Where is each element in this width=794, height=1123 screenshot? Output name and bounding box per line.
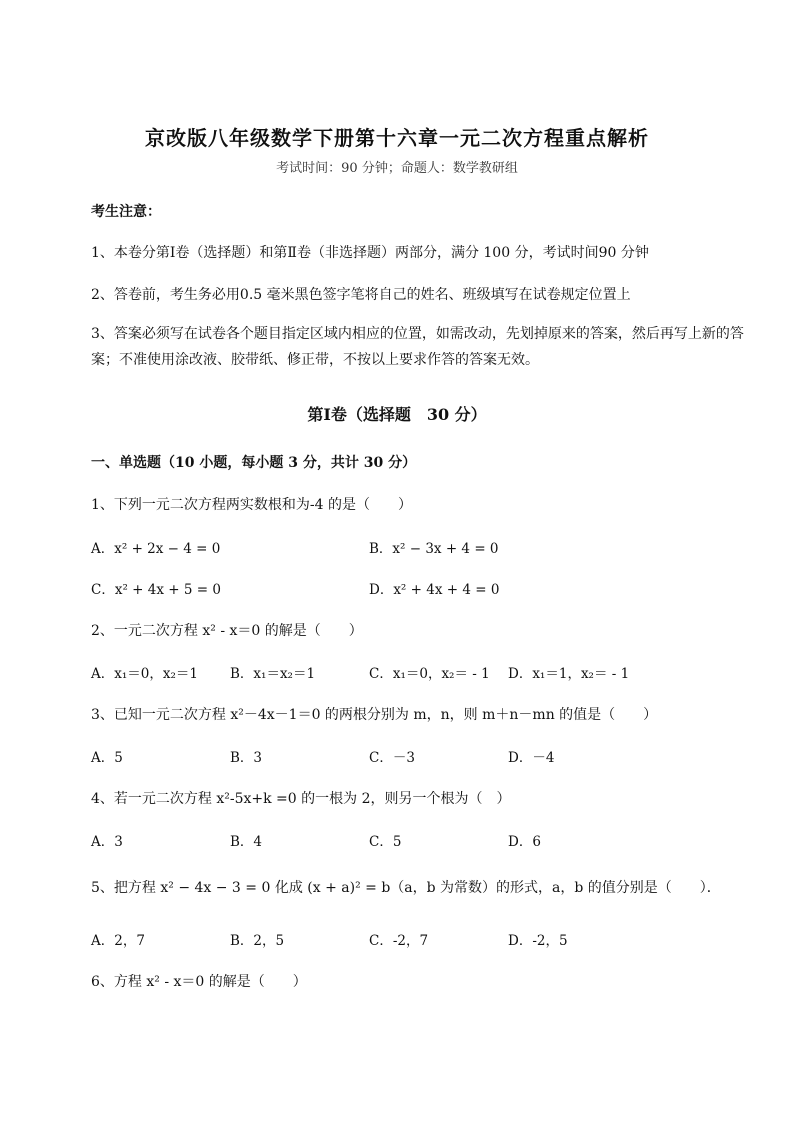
option-d: D．x₁＝1，x₂＝ - 1 bbox=[508, 666, 630, 682]
option-b: B．2，5 bbox=[230, 933, 285, 949]
option-d: D．－4 bbox=[508, 750, 555, 766]
notice-item: 3、答案必须写在试卷各个题目指定区域内相应的位置，如需改动，先划掉原来的答案，然后再写上新的答案；不准使用涂改液、胶带纸、修正带，不按以上要求作答的答案无效。 bbox=[91, 326, 744, 368]
option-c: C．5 bbox=[369, 834, 402, 850]
section-title: 第Ⅰ卷（选择题 30 分） bbox=[307, 405, 487, 424]
question-stem: 5、把方程 x² − 4x − 3 = 0 化成 (x + a)² = b（a，b 为常数）的形式，a，b 的值分别是（ ）． bbox=[91, 880, 721, 896]
page-subtitle: 考试时间：90 分钟；命题人：数学教研组 bbox=[276, 161, 518, 176]
option-b: B．4 bbox=[230, 834, 263, 850]
option-a: A．x² + 2x − 4 = 0 bbox=[91, 541, 221, 557]
notice-heading: 考生注意： bbox=[91, 204, 161, 220]
notice-item: 2、答卷前，考生务必用0.5 毫米黑色签字笔将自己的姓名、班级填写在试卷规定位置上 bbox=[91, 287, 631, 303]
option-a: A．3 bbox=[91, 834, 123, 850]
question-stem: 3、已知一元二次方程 x²－4x－1＝0 的两根分别为 m，n，则 m＋n－mn 的值是（ ） bbox=[91, 707, 658, 723]
option-a: A．2，7 bbox=[91, 933, 145, 949]
option-c: C．x₁＝0，x₂＝ - 1 bbox=[369, 666, 490, 682]
notice-item: 1、本卷分第Ⅰ卷（选择题）和第Ⅱ卷（非选择题）两部分，满分 100 分，考试时间90 分钟 bbox=[91, 245, 649, 261]
option-d: D．-2，5 bbox=[508, 933, 568, 949]
option-b: B．3 bbox=[230, 750, 263, 766]
option-a: A．x₁＝0，x₂＝1 bbox=[91, 666, 198, 682]
option-b: B．x₁＝x₂＝1 bbox=[230, 666, 316, 682]
option-c: C．x² + 4x + 5 = 0 bbox=[91, 582, 221, 598]
option-c: C．-2，7 bbox=[369, 933, 429, 949]
question-stem: 2、一元二次方程 x² - x＝0 的解是（ ） bbox=[91, 623, 363, 639]
option-c: C．－3 bbox=[369, 750, 415, 766]
question-stem: 4、若一元二次方程 x²-5x+k =0 的一根为 2，则另一个根为（ ） bbox=[91, 791, 511, 807]
option-d: D．6 bbox=[508, 834, 541, 850]
option-d: D．x² + 4x + 4 = 0 bbox=[369, 582, 500, 598]
page-title: 京改版八年级数学下册第十六章一元二次方程重点解析 bbox=[145, 126, 649, 150]
option-b: B．x² − 3x + 4 = 0 bbox=[369, 541, 499, 557]
option-a: A．5 bbox=[91, 750, 123, 766]
part-heading: 一、单选题（10 小题，每小题 3 分，共计 30 分） bbox=[91, 455, 417, 471]
question-stem: 6、方程 x² - x＝0 的解是（ ） bbox=[91, 974, 307, 990]
question-stem: 1、下列一元二次方程两实数根和为-4 的是（ ） bbox=[91, 497, 412, 513]
